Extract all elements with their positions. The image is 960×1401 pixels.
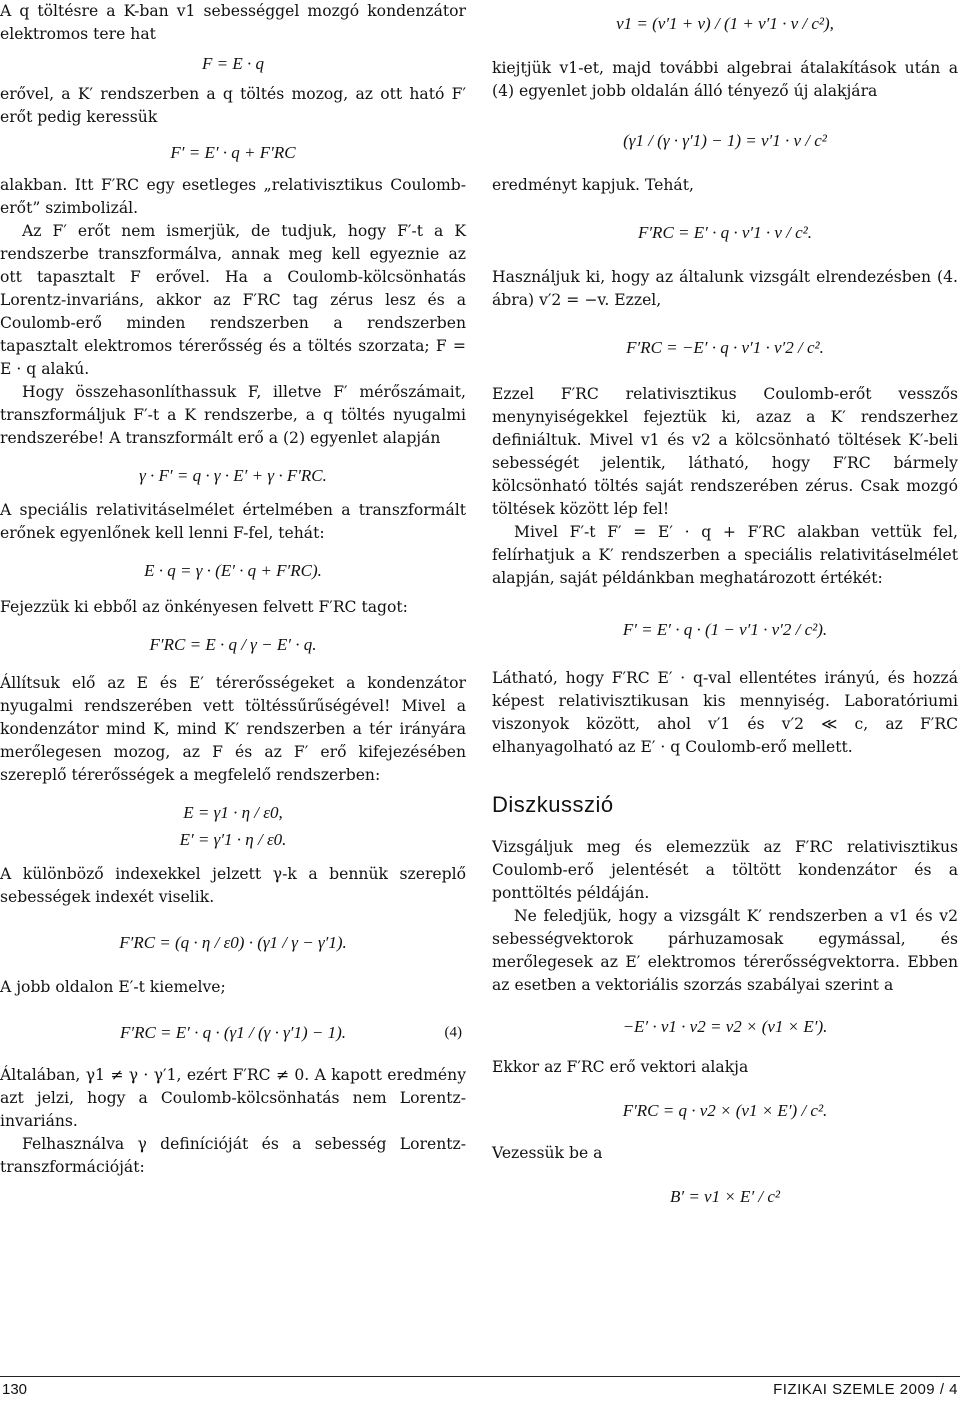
- paragraph: Az F′ erőt nem ismerjük, de tudjuk, hogy F′-t a K rendszerbe transzformálva, annak meg kell egyeznie az ott tapasztalt F erővel. Ha a Coulomb-kölcsönhatás Lorentz-invariáns, akkor az F′RC tag zérus lesz és a Coulomb-erő minden rendszerben a rendszerben tapasztalt elektromos térerősség és a töltés szorzata; F = E · q alakú.: [0, 222, 466, 378]
- paragraph: Általában, γ1 ≠ γ · γ′1, ezért F′RC ≠ 0. A kapott eredmény azt jelzi, hogy a Coulomb-kölcsönhatás nem Lorentz-invariáns.: [0, 1066, 466, 1130]
- page-number: 130: [2, 1381, 28, 1398]
- paragraph: Mivel F′-t F′ = E′ · q + F′RC alakban vettük fel, felírhatjuk a K′ rendszerben a speciális relativitáselmélet alapján, saját példánkban meghatározott értékét:: [492, 523, 958, 587]
- equation-frc-velocity: F′RC = E′ · q · v′1 · v / c².: [637, 223, 813, 242]
- equation-number: (4): [444, 1024, 462, 1040]
- right-column: [492, 0, 958, 1208]
- paragraph: Állítsuk elő az E és E′ térerősségeket a kondenzátor nyugalmi rendszerében vett töltéssűrűségével! Mivel a kondenzátor mind K, mind K′ rendszerben a tér irányára merőlegesen mozog, az F és az F′ erő kifejezésében szereplő térerősségek a megfelelő rendszerben:: [0, 674, 466, 784]
- equation-force-k-prime: F′ = E′ · q + F′RC: [170, 143, 296, 162]
- left-column: [0, 0, 466, 1179]
- equation-factor: (γ1 / (γ · γ′1) − 1) = v′1 · v / c²: [623, 131, 827, 150]
- page-footer: [0, 1376, 960, 1401]
- paragraph: Felhasználva γ definícióját és a sebesség Lorentz-transzformációját:: [0, 1135, 466, 1176]
- equation-field-e-prime: E′ = γ′1 · η / ε0.: [179, 830, 287, 849]
- paragraph: Fejezzük ki ebből az önkényesen felvett F′RC tagot:: [0, 598, 408, 616]
- paragraph: kiejtjük v1-et, majd további algebrai átalakítások után a (4) egyenlet jobb oldalán álló tényező új alakjára: [492, 59, 958, 100]
- paragraph: Vezessük be a: [492, 1144, 603, 1162]
- equation-force-k-prime-value: F′ = E′ · q · (1 − v′1 · v′2 / c²).: [622, 620, 828, 639]
- equation-frc-charge-density: F′RC = (q · η / ε0) · (γ1 / γ − γ′1).: [119, 933, 347, 952]
- equation-frc-vector: F′RC = q · v2 × (v1 × E′) / c².: [622, 1101, 828, 1120]
- equation-field-e: E = γ1 · η / ε0,: [183, 803, 283, 822]
- paragraph: Ekkor az F′RC erő vektori alakja: [492, 1058, 749, 1076]
- paragraph: A jobb oldalon E′-t kiemelve;: [0, 978, 226, 996]
- equation-transformed-force: γ · F′ = q · γ · E′ + γ · F′RC.: [139, 466, 327, 485]
- paragraph: Látható, hogy F′RC E′ · q-val ellentétes irányú, és hozzá képest relativisztikusan kis mennyiség. Laboratóriumi viszonyok között, ahol v′1 és v′2 ≪ c, az F′RC elhanyagolható az E′ · q Coulomb-erő mellett.: [492, 669, 958, 756]
- paragraph: A q töltésre a K-ban v1 sebességgel mozgó kondenzátor elektromos tere hat: [0, 2, 466, 43]
- paragraph: erővel, a K′ rendszerben a q töltés mozog, az ott ható F′ erőt pedig keressük: [0, 85, 466, 126]
- equation-force-equality: E · q = γ · (E′ · q + F′RC).: [144, 561, 322, 580]
- paragraph: A speciális relativitáselmélet értelmében a transzformált erőnek egyenlőnek kell lenni F-fel, tehát:: [0, 501, 466, 542]
- equation-coulomb-force-k: F = E · q: [202, 54, 264, 73]
- equation-frc-two-velocities: F′RC = −E′ · q · v′1 · v′2 / c².: [626, 338, 824, 357]
- section-heading: Diszkusszió: [492, 792, 614, 817]
- equation-velocity-transformation: v1 = (v′1 + v) / (1 + v′1 · v / c²),: [616, 14, 834, 33]
- paragraph: Ne feledjük, hogy a vizsgált K′ rendszerben a v1 és v2 sebességvektorok párhuzamosak egymással, és merőlegesek az E′ elektromos térerősségvektorra. Ebben az esetben a vektoriális szorzás szabályai szerint a: [492, 907, 958, 994]
- equation-frc-expression: F′RC = E · q / γ − E′ · q.: [149, 635, 317, 654]
- equation-body: F′RC = E′ · q · (γ1 / (γ · γ′1) − 1).: [119, 1023, 347, 1042]
- equation-magnetic-field: B′ = v1 × E′ / c²: [669, 1187, 781, 1206]
- paragraph: Vizsgáljuk meg és elemezzük az F′RC relativisztikus Coulomb-erő jelentését a töltött kondenzátor és a ponttöltés példáján.: [492, 838, 958, 902]
- paragraph: Használjuk ki, hogy az általunk vizsgált elrendezésben (4. ábra) v′2 = −v. Ezzel,: [492, 268, 958, 309]
- paragraph: Hogy összehasonlíthassuk F, illetve F′ mérőszámait, transzformáljuk F′-t a K rendszerbe, a q töltés nyugalmi rendszerébe! A transzformált erő a (2) egyenlet alapján: [0, 383, 466, 447]
- journal-name: FIZIKAI SZEMLE 2009 / 4: [773, 1381, 958, 1398]
- equation-vector-product: −E′ · v1 · v2 = v2 × (v1 × E′).: [622, 1017, 828, 1036]
- paragraph: A különböző indexekkel jelzett γ-k a bennük szereplő sebességek indexét viselik.: [0, 865, 466, 906]
- paragraph: eredményt kapjuk. Tehát,: [492, 176, 694, 194]
- equation-4: [0, 1021, 466, 1044]
- paragraph: alakban. Itt F′RC egy esetleges „relativisztikus Coulomb-erőt” szimbolizál.: [0, 176, 466, 217]
- paragraph: Ezzel F′RC relativisztikus Coulomb-erőt vesszős menynyiségekkel fejeztük ki, azaz a K′ rendszerhez definiáltuk. Mivel v1 és v2 a kölcsönható töltések K′-beli sebességét jelentik, látható, hogy F′RC bármely kölcsönható töltés saját rendszerében zérus. Csak mozgó töltések között lép fel!: [492, 385, 958, 518]
